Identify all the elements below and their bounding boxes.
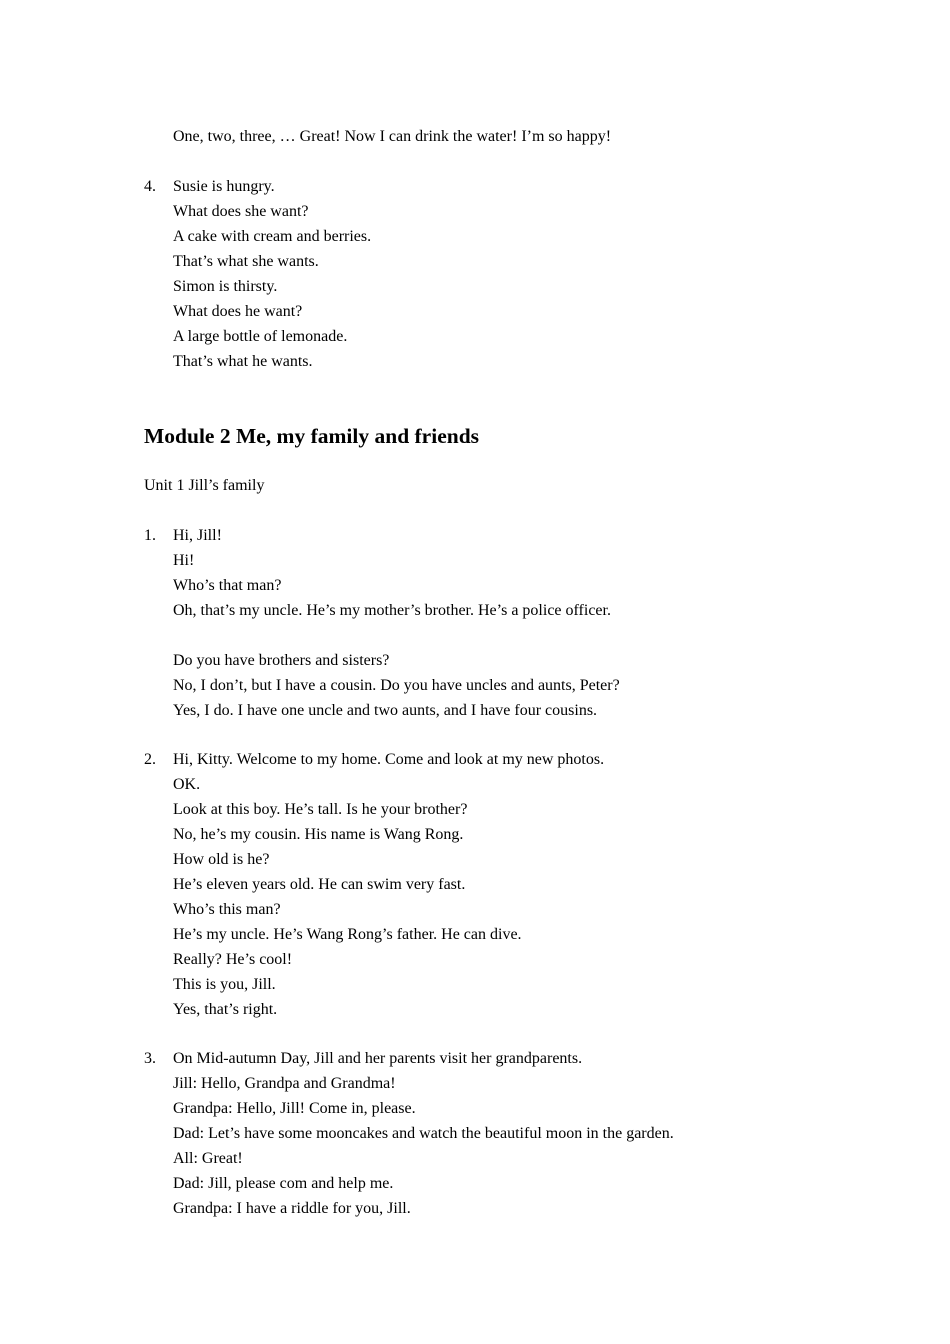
item-number-1: 1. <box>144 527 156 544</box>
item-number-2: 2. <box>144 751 156 768</box>
dialogue-line: That’s what she wants. <box>173 253 319 270</box>
dialogue-line: Susie is hungry. <box>173 178 275 195</box>
dialogue-line: OK. <box>173 776 201 793</box>
dialogue-line: What does he want? <box>173 303 303 320</box>
dialogue-line: How old is he? <box>173 851 270 868</box>
dialogue-line: On Mid-autumn Day, Jill and her parents visit her grandparents. <box>173 1050 583 1067</box>
dialogue-line: This is you, Jill. <box>173 976 276 993</box>
dialogue-line: Simon is thirsty. <box>173 278 278 295</box>
dialogue-line: A cake with cream and berries. <box>173 228 372 245</box>
unit-title: Unit 1 Jill’s family <box>144 477 265 494</box>
dialogue-line: That’s what he wants. <box>173 353 313 370</box>
dialogue-line: Oh, that’s my uncle. He’s my mother’s brother. He’s a police officer. <box>173 602 611 619</box>
dialogue-line: Hi, Kitty. Welcome to my home. Come and look at my new photos. <box>173 751 605 768</box>
dialogue-line: Who’s this man? <box>173 901 281 918</box>
intro-line: One, two, three, … Great! Now I can drink the water! I’m so happy! <box>173 128 612 145</box>
dialogue-line: Do you have brothers and sisters? <box>173 652 390 669</box>
module-title: Module 2 Me, my family and friends <box>144 424 480 448</box>
dialogue-line: Who’s that man? <box>173 577 282 594</box>
dialogue-line: No, he’s my cousin. His name is Wang Rong. <box>173 826 464 843</box>
dialogue-line: Hi! <box>173 552 195 569</box>
dialogue-line: He’s eleven years old. He can swim very fast. <box>173 876 466 893</box>
dialogue-line: Grandpa: Hello, Jill! Come in, please. <box>173 1100 416 1117</box>
dialogue-line: What does she want? <box>173 203 309 220</box>
dialogue-line: Look at this boy. He’s tall. Is he your brother? <box>173 801 468 818</box>
dialogue-line: Yes, I do. I have one uncle and two aunts, and I have four cousins. <box>173 702 598 719</box>
dialogue-line: Jill: Hello, Grandpa and Grandma! <box>173 1075 396 1092</box>
dialogue-line: Hi, Jill! <box>173 527 222 544</box>
item-number-4: 4. <box>144 178 156 195</box>
dialogue-line: Really? He’s cool! <box>173 951 293 968</box>
dialogue-line: All: Great! <box>173 1150 243 1167</box>
dialogue-line: Dad: Let’s have some mooncakes and watch the beautiful moon in the garden. <box>173 1125 674 1142</box>
dialogue-line: He’s my uncle. He’s Wang Rong’s father. He can dive. <box>173 926 522 943</box>
dialogue-line: A large bottle of lemonade. <box>173 328 348 345</box>
dialogue-line: No, I don’t, but I have a cousin. Do you have uncles and aunts, Peter? <box>173 677 620 694</box>
dialogue-line: Yes, that’s right. <box>173 1001 278 1018</box>
dialogue-line: Grandpa: I have a riddle for you, Jill. <box>173 1200 411 1217</box>
dialogue-line: Dad: Jill, please com and help me. <box>173 1175 394 1192</box>
item-number-3: 3. <box>144 1050 156 1067</box>
